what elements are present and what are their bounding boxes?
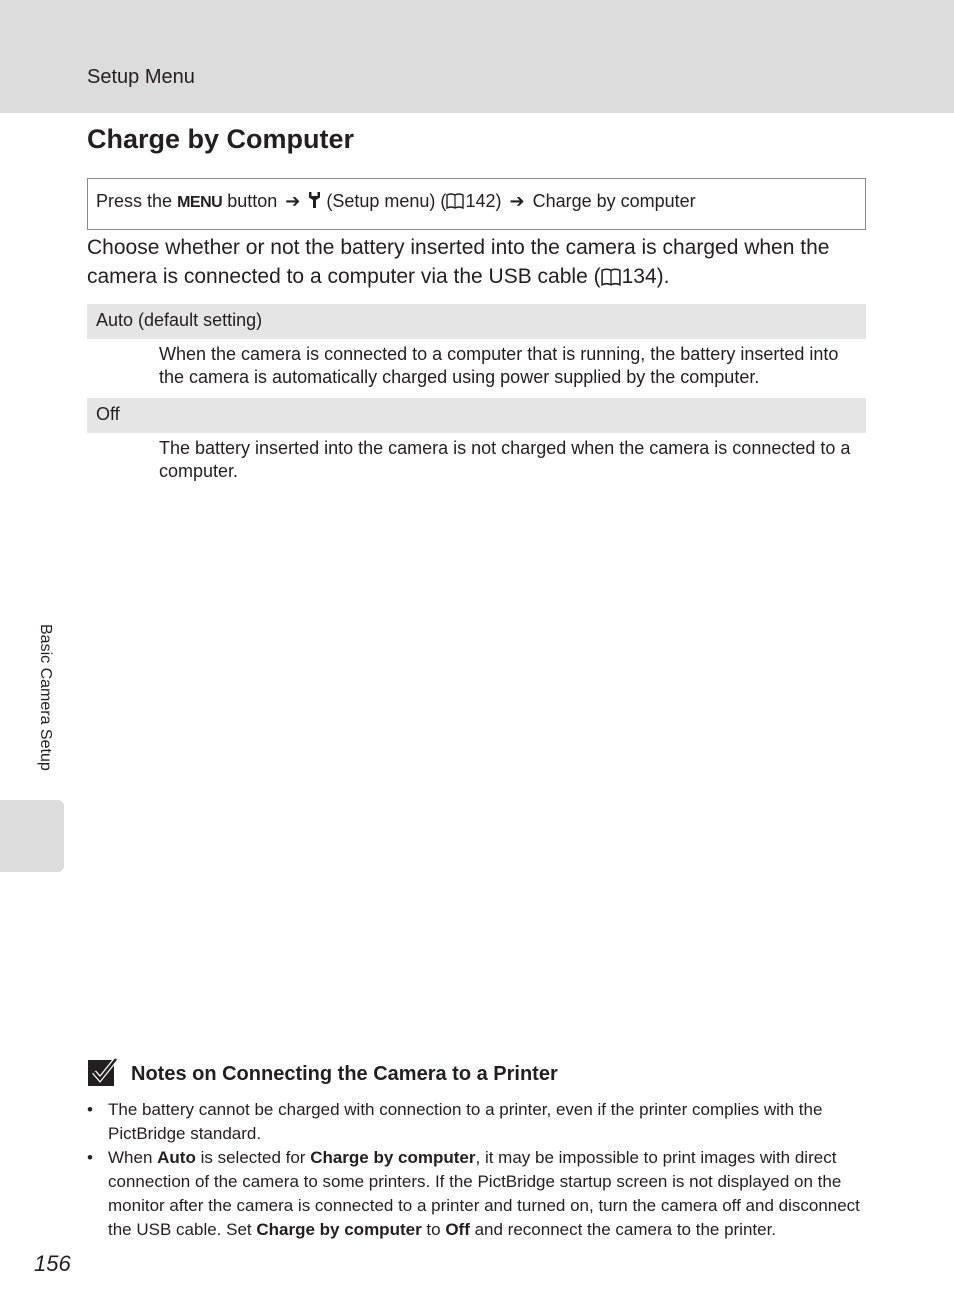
- note-item-text: The battery cannot be charged with connection to a printer, even if the printer complies with the PictBridge standard.: [108, 1100, 823, 1143]
- option-auto-description: When the camera is connected to a computer that is running, the battery inserted into the camera is automatically charged using power supplied by the computer.: [159, 344, 839, 387]
- list-item: [87, 1146, 872, 1242]
- note-item-text: to: [421, 1220, 446, 1239]
- note-item-text: and reconnect the camera to the printer.: [469, 1220, 777, 1239]
- wrench-icon: [308, 191, 321, 209]
- page-number: 156: [34, 1251, 71, 1276]
- note-title: Notes on Connecting the Camera to a Printer: [131, 1063, 558, 1085]
- option-off-label: Off: [87, 398, 866, 433]
- bullet: •: [87, 1100, 93, 1119]
- note-bold-charge-by-computer: Charge by computer: [310, 1148, 476, 1167]
- checkmark-note-icon: [88, 1057, 118, 1087]
- bullet: •: [87, 1148, 93, 1167]
- intro-text: Choose whether or not the battery inserted into the camera is charged when the camera is connected to a computer via the USB cable (: [87, 236, 830, 288]
- arrow-right-icon: ➔: [509, 191, 525, 211]
- note-item-text: , it may be impossible to print images with direct connection of the camera to some printers. If the PictBridge startup screen is not displayed on the monitor after the camera is connected to a printer and turned on, turn the camera off and disconnect the USB cable. Set: [108, 1148, 860, 1239]
- side-tab: [0, 800, 64, 872]
- nav-setup-menu: (Setup menu) (: [326, 191, 447, 211]
- header-band: [0, 0, 954, 113]
- arrow-right-icon: ➔: [285, 191, 301, 211]
- menu-button-icon: MENU: [177, 194, 223, 211]
- note-bold-off: Off: [445, 1220, 470, 1239]
- nav-button-word: button: [227, 191, 278, 211]
- section-label: Setup Menu: [87, 66, 195, 88]
- note-bold-auto: Auto: [157, 1148, 196, 1167]
- option-auto-label: Auto (default setting): [87, 304, 866, 339]
- menu-path-box: [87, 178, 866, 230]
- nav-press-the: Press the: [96, 191, 173, 211]
- book-icon: [446, 193, 464, 209]
- note-bold-charge-by-computer: Charge by computer: [256, 1220, 422, 1239]
- side-tab-label: Basic Camera Setup: [37, 624, 54, 771]
- list-item: [87, 1098, 872, 1146]
- page-title: Charge by Computer: [87, 124, 355, 154]
- intro-paragraph: [87, 233, 872, 291]
- book-icon: [601, 268, 621, 286]
- intro-page-ref: 134).: [621, 265, 670, 288]
- note-list: [87, 1098, 872, 1242]
- nav-page-ref: 142): [465, 191, 502, 211]
- option-off-description: The battery inserted into the camera is not charged when the camera is connected to a computer.: [159, 438, 851, 481]
- note-item-text: When: [108, 1148, 158, 1167]
- nav-target: Charge by computer: [532, 191, 696, 211]
- note-item-text: is selected for: [195, 1148, 311, 1167]
